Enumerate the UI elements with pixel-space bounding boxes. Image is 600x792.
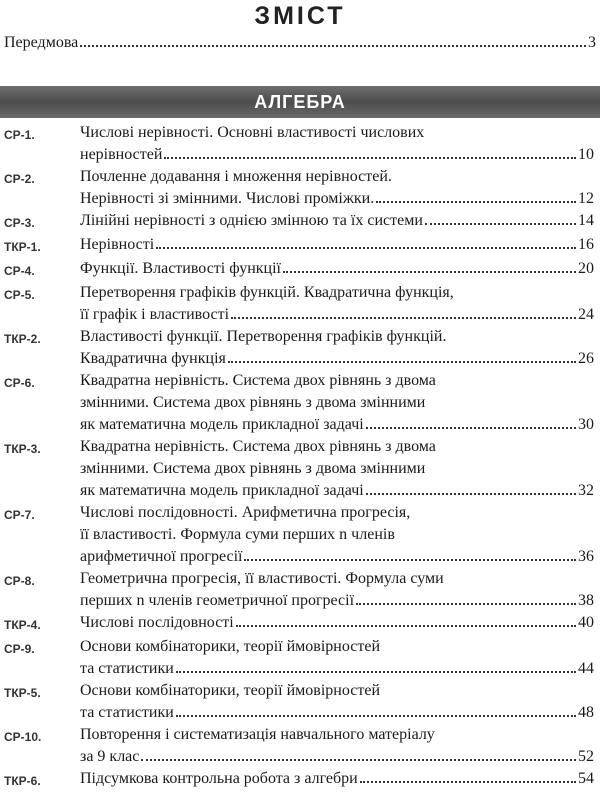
entry-title-line: як математична модель прикладної задачі [80, 416, 364, 433]
entry-title-line: Геометрична прогресія, її властивості. Формула суми [80, 570, 444, 587]
toc-entry [0, 122, 600, 166]
entry-title-line: та статистики [80, 660, 174, 677]
section-header-algebra: АЛГЕБРА [0, 86, 600, 118]
dot-leader [244, 559, 576, 561]
entry-title-line: нерівностей [80, 146, 163, 163]
entry-title-line: Підсумкова контрольна робота з алгебри [80, 770, 358, 787]
entry-code: СР-2. [4, 172, 35, 186]
entry-title-line: її властивості. Формула суми перших n членів [80, 526, 395, 543]
entry-code: ТКР-2. [4, 332, 41, 346]
dot-leader [360, 781, 576, 783]
page-title: ЗМІСТ [254, 2, 346, 30]
entry-page: 32 [578, 482, 594, 499]
entry-page: 24 [578, 306, 594, 323]
preface-label: Передмова [4, 34, 79, 51]
entry-title-line: Властивості функції. Перетворення графіків функцій. [80, 328, 447, 345]
entry-title [80, 680, 594, 724]
toc-entry [0, 166, 600, 210]
toc-entry-preface [4, 34, 596, 52]
dot-leader [164, 157, 576, 159]
dot-leader [176, 671, 576, 673]
entry-page: 40 [578, 614, 594, 631]
dot-leader [376, 201, 576, 203]
entry-title-line: змінними. Система двох рівнянь з двома змінними [80, 460, 426, 477]
entry-title [80, 210, 594, 234]
dot-leader [283, 271, 576, 273]
entry-title-line: Лінійні нерівності з однією змінною та їх системи [80, 212, 423, 229]
dot-leader [156, 247, 576, 249]
entry-title [80, 166, 594, 210]
toc-entry [0, 680, 600, 724]
entry-page: 26 [578, 350, 594, 367]
dot-leader [366, 427, 576, 429]
entry-page: 12 [578, 190, 594, 207]
entry-code: СР-1. [4, 128, 35, 142]
dot-leader [228, 361, 576, 363]
entry-title [80, 612, 594, 636]
entry-title [80, 768, 594, 792]
entry-code: ТКР-4. [4, 618, 41, 632]
preface-page: 3 [588, 34, 596, 51]
dot-leader [236, 625, 576, 627]
entry-title-line: змінними. Система двох рівнянь з двома змінними [80, 394, 426, 411]
entry-title [80, 234, 594, 258]
dot-leader [80, 45, 586, 47]
entry-title-line: її графік і властивості [80, 306, 230, 323]
toc-entry [0, 724, 600, 768]
entry-title [80, 258, 594, 282]
entry-title-line: Нерівності [80, 236, 155, 253]
entry-title [80, 370, 594, 436]
entry-title-line: Квадратична функція [80, 350, 226, 367]
dot-leader [231, 317, 576, 319]
toc-entry [0, 502, 600, 568]
entry-title-line: Квадратна нерівність. Система двох рівнянь з двома [80, 372, 436, 389]
toc-entry [0, 210, 600, 234]
dot-leader [366, 493, 576, 495]
entry-title-line: Нерівності зі змінними. Числові проміжки. [80, 190, 375, 207]
toc-entry [0, 436, 600, 502]
entry-page: 16 [578, 236, 594, 253]
entry-page: 10 [578, 146, 594, 163]
entry-title-line: Почленне додавання і множення нерівностей. [80, 168, 392, 185]
toc-entry [0, 568, 600, 612]
entry-title-line: за 9 клас [80, 748, 140, 765]
toc-list [0, 122, 600, 792]
entry-title-line: як математична модель прикладної задачі [80, 482, 364, 499]
entry-page: 30 [578, 416, 594, 433]
toc-entry [0, 636, 600, 680]
entry-page: 36 [578, 548, 594, 565]
entry-code: СР-9. [4, 642, 35, 656]
entry-code: СР-7. [4, 508, 35, 522]
entry-title-line: арифметичної прогресії [80, 548, 243, 565]
toc-entry [0, 612, 600, 636]
entry-title [80, 636, 594, 680]
entry-page: 38 [578, 592, 594, 609]
entry-title [80, 436, 594, 502]
entry-page: 14 [578, 212, 594, 229]
entry-code: ТКР-3. [4, 442, 41, 456]
entry-title-line: Повторення і систематизація навчального матеріалу [80, 726, 435, 743]
entry-page: 48 [578, 704, 594, 721]
entry-page: 20 [578, 260, 594, 277]
toc-entry [0, 258, 600, 282]
entry-code: ТКР-1. [4, 240, 41, 254]
dot-leader [356, 603, 576, 605]
entry-code: СР-8. [4, 574, 35, 588]
entry-code: ТКР-6. [4, 774, 41, 788]
entry-title [80, 568, 594, 612]
toc-entry [0, 370, 600, 436]
entry-title-line: та статистики [80, 704, 174, 721]
entry-title [80, 326, 594, 370]
entry-page: 44 [578, 660, 594, 677]
dot-leader [141, 759, 576, 761]
entry-title [80, 502, 594, 568]
entry-title-line: Перетворення графіків функцій. Квадратична функція, [80, 284, 454, 301]
entry-code: СР-5. [4, 288, 35, 302]
entry-title-line: Основи комбінаторики, теорії ймовірностей [80, 682, 381, 699]
entry-title [80, 724, 594, 768]
toc-entry [0, 768, 600, 792]
entry-title-line: Числові послідовності. Арифметична прогресія, [80, 504, 411, 521]
toc-entry [0, 282, 600, 326]
entry-title [80, 282, 594, 326]
entry-page: 54 [578, 770, 594, 787]
toc-entry [0, 326, 600, 370]
dot-leader [425, 223, 576, 225]
entry-code: СР-3. [4, 216, 35, 230]
entry-title-line: перших n членів геометричної прогресії [80, 592, 355, 609]
entry-title-line: Функції. Властивості функції [80, 260, 281, 277]
entry-page: 52 [578, 748, 594, 765]
entry-code: ТКР-5. [4, 686, 41, 700]
entry-title-line: Числові нерівності. Основні властивості числових [80, 124, 425, 141]
entry-title-line: Квадратна нерівність. Система двох рівнянь з двома [80, 438, 436, 455]
entry-code: СР-6. [4, 376, 35, 390]
toc-entry [0, 234, 600, 258]
entry-title-line: Основи комбінаторики, теорії ймовірностей [80, 638, 381, 655]
dot-leader [176, 715, 576, 717]
entry-code: СР-10. [4, 730, 42, 744]
entry-code: СР-4. [4, 264, 35, 278]
entry-title-line: Числові послідовності [80, 614, 234, 631]
entry-title [80, 122, 594, 166]
